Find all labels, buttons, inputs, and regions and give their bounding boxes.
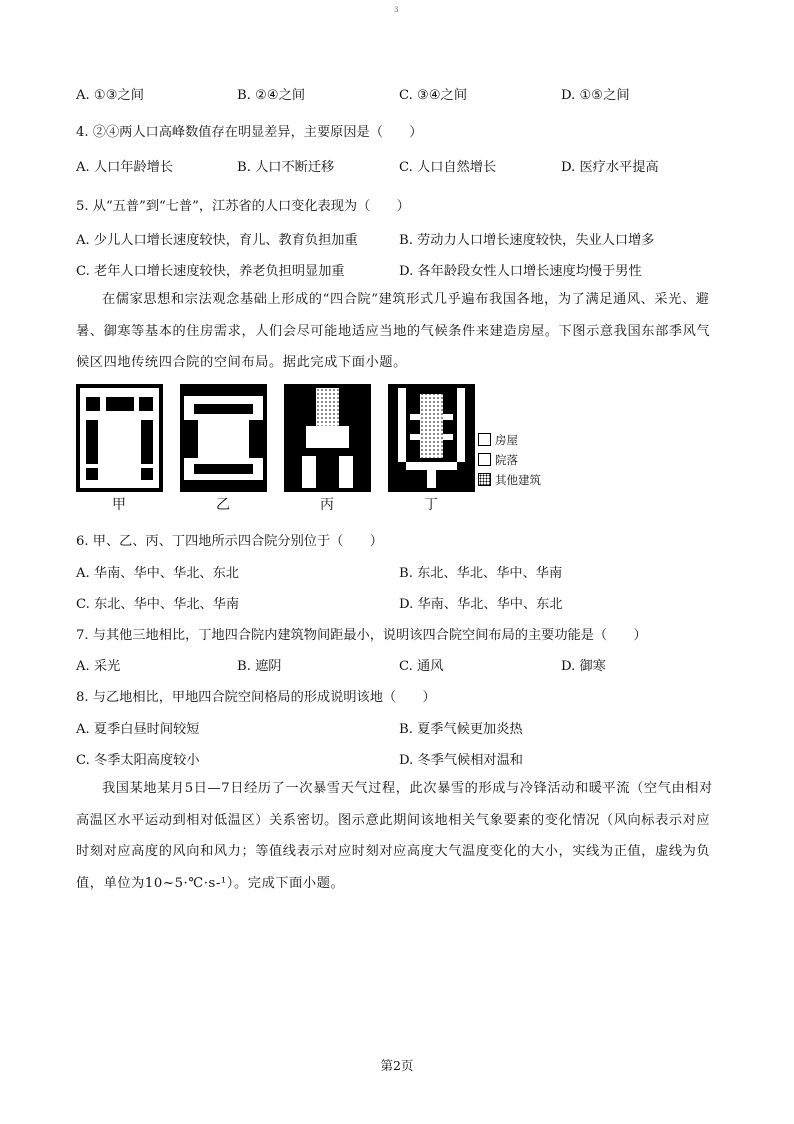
q5-option-b: B. 劳动力人口增长速度较快，失业人口增多 <box>399 233 655 248</box>
legend-other-building <box>478 472 541 488</box>
q8-option-a: A. 夏季白昼时间较短 <box>76 722 200 737</box>
q5-option-c: C. 老年人口增长速度较快，养老负担明显加重 <box>76 264 345 279</box>
q6-option-c: C. 东北、华中、华北、华南 <box>76 597 240 612</box>
legend-house <box>478 432 518 448</box>
q8-stem: 8. 与乙地相比，甲地四合院空间格局的形成说明该地（ ） <box>76 690 436 705</box>
q8-option-d: D. 冬季气候相对温和 <box>399 753 523 768</box>
layout-bing <box>284 384 371 492</box>
page-top-mark: 3 <box>394 6 399 14</box>
passage-snowstorm: 我国某地某月5日—7日经历了一次暴雪天气过程，此次暴雪的形成与冷锋活动和暖平流（空气由相对高温区水平运动到相对低温区）关系密切。图示意此期间该地相关气象要素的变化情况（风向标表示对应时刻对应高度的风向和风力；等值线表示对应时刻对应高度大气温度变化的大小，实线为正值，虚线为负值，单位为10~5·℃·s-¹）。完成下面小题。 <box>76 781 713 891</box>
legend-courtyard-label: 院落 <box>495 453 518 467</box>
q4-option-d: D. 医疗水平提高 <box>561 160 659 175</box>
courtyard-swatch <box>478 453 491 466</box>
q7-option-a: A. 采光 <box>76 659 121 674</box>
q6-option-a: A. 华南、华中、华北、东北 <box>76 566 239 581</box>
q7-option-c: C. 通风 <box>399 659 444 674</box>
page-number: 第2页 <box>380 1058 414 1073</box>
label-bing: 丙 <box>320 497 334 513</box>
q6-stem: 6. 甲、乙、丙、丁四地所示四合院分别位于（ ） <box>76 534 383 549</box>
q3-option-d: D. ①⑤之间 <box>561 88 630 103</box>
q7-stem: 7. 与其他三地相比，丁地四合院内建筑物间距最小，说明该四合院空间布局的主要功能是（ ） <box>76 628 647 643</box>
label-ding: 丁 <box>424 497 438 513</box>
legend-courtyard <box>478 452 518 468</box>
q6-option-b: B. 东北、华北、华中、华南 <box>399 566 563 581</box>
layout-yi <box>180 384 267 492</box>
legend-other-label: 其他建筑 <box>495 473 541 487</box>
house-swatch <box>478 433 491 446</box>
layout-jia <box>76 384 163 492</box>
q4-stem: 4. ②④两人口高峰数值存在明显差异，主要原因是（ ） <box>76 125 423 140</box>
passage-siheyuan: 在儒家思想和宗法观念基础上形成的“四合院”建筑形式几乎遍布我国各地，为了满足通风、采光、避暑、御寒等基本的住房需求，人们会尽可能地适应当地的气候条件来建造房屋。下图示意我国东部季风气候区四地传统四合院的空间布局。据此完成下面小题。 <box>76 292 711 370</box>
q3-option-a: A. ①③之间 <box>76 88 144 103</box>
layout-ding <box>388 384 475 492</box>
other-building-swatch <box>478 473 491 486</box>
q7-option-d: D. 御寒 <box>561 659 606 674</box>
q5-stem: 5. 从“五普”到“七普”，江苏省的人口变化表现为（ ） <box>76 199 410 214</box>
legend-house-label: 房屋 <box>495 433 518 447</box>
q5-option-d: D. 各年龄段女性人口增长速度均慢于男性 <box>399 264 642 279</box>
q6-option-d: D. 华南、华北、华中、东北 <box>399 597 563 612</box>
q5-option-a: A. 少儿人口增长速度较快，育儿、教育负担加重 <box>76 233 358 248</box>
q3-option-c: C. ③④之间 <box>399 88 468 103</box>
label-yi: 乙 <box>216 497 230 513</box>
q3-option-b: B. ②④之间 <box>237 88 306 103</box>
q4-option-c: C. 人口自然增长 <box>399 160 497 175</box>
q7-option-b: B. 遮阴 <box>237 659 282 674</box>
label-jia: 甲 <box>112 497 126 513</box>
q8-option-c: C. 冬季太阳高度较小 <box>76 753 200 768</box>
q8-option-b: B. 夏季气候更加炎热 <box>399 722 523 737</box>
q4-option-b: B. 人口不断迁移 <box>237 160 335 175</box>
q4-option-a: A. 人口年龄增长 <box>76 160 174 175</box>
